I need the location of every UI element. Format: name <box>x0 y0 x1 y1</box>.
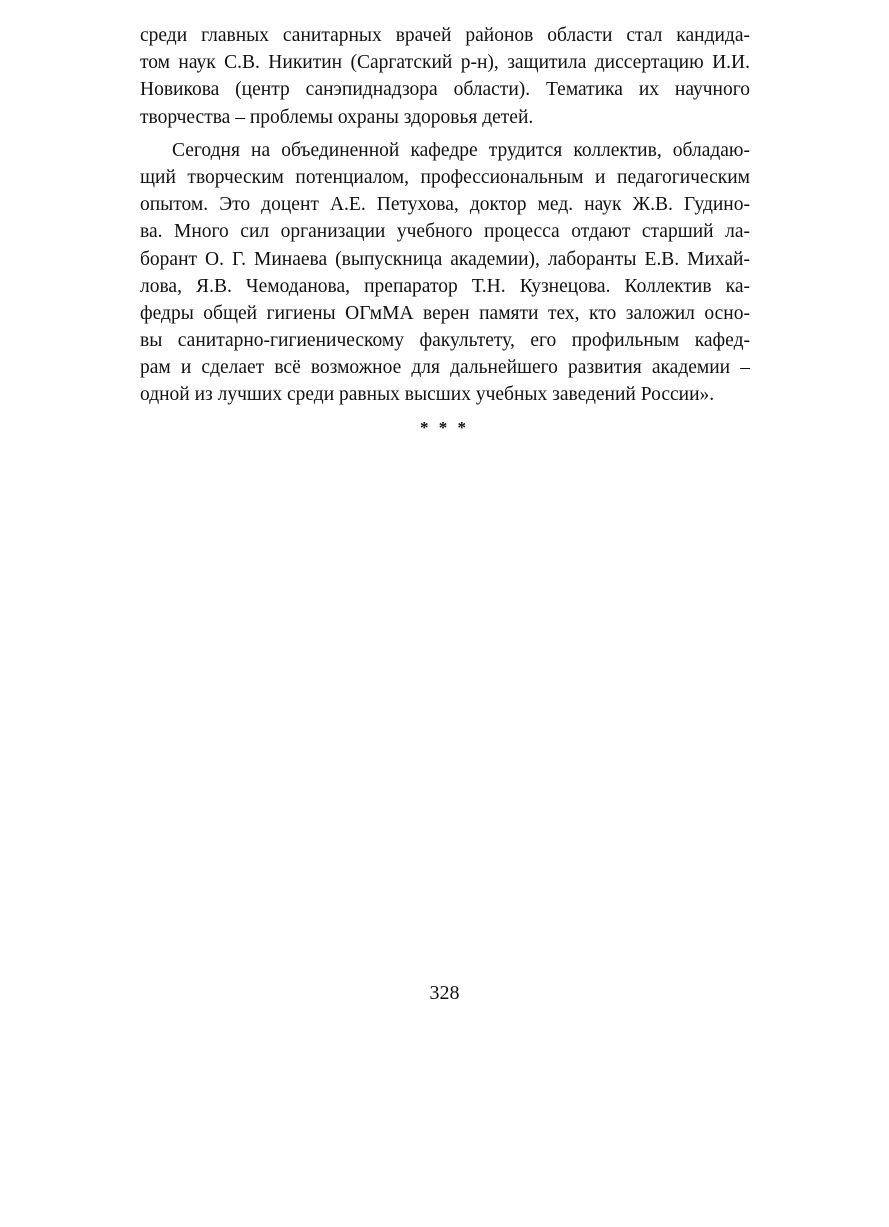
text-line: вы санитарно-гигиеническому факультету, его профильным кафед- <box>140 330 750 352</box>
text-line: Сегодня на объединенной кафедре трудится коллектив, обладаю- <box>172 139 750 161</box>
text-line: том наук С.В. Никитин (Саргатский р-н), защитила диссертацию И.И. <box>140 52 750 74</box>
paragraph-1 <box>140 22 750 131</box>
text-line: одной из лучших среди равных высших учебных заведений России». <box>140 384 715 406</box>
page-body <box>140 22 750 409</box>
text-line: рам и сделает всё возможное для дальнейшего развития академии – <box>140 357 750 379</box>
text-line: опытом. Это доцент А.Е. Петухова, доктор мед. наук Ж.В. Гудино- <box>140 194 750 216</box>
text-line: щий творческим потенциалом, профессиональным и педагогическим <box>140 166 750 188</box>
section-separator: * * * <box>420 418 469 437</box>
page-number: 328 <box>429 982 460 1004</box>
text-line: ва. Много сил организации учебного процесса отдают старший ла- <box>140 221 750 243</box>
paragraph-2 <box>140 137 750 409</box>
text-line: творчества – проблемы охраны здоровья детей. <box>140 106 534 128</box>
text-line: среди главных санитарных врачей районов области стал кандида- <box>140 25 750 46</box>
text-line: федры общей гигиены ОГмМА верен памяти тех, кто заложил осно- <box>140 302 750 324</box>
text-line: лова, Я.В. Чемоданова, препаратор Т.Н. Кузнецова. Коллектив ка- <box>140 275 750 297</box>
text-line: Новикова (центр санэпиднадзора области). Тематика их научного <box>140 79 750 101</box>
text-line: борант О. Г. Минаева (выпускница академии), лаборанты Е.В. Михай- <box>140 248 750 270</box>
